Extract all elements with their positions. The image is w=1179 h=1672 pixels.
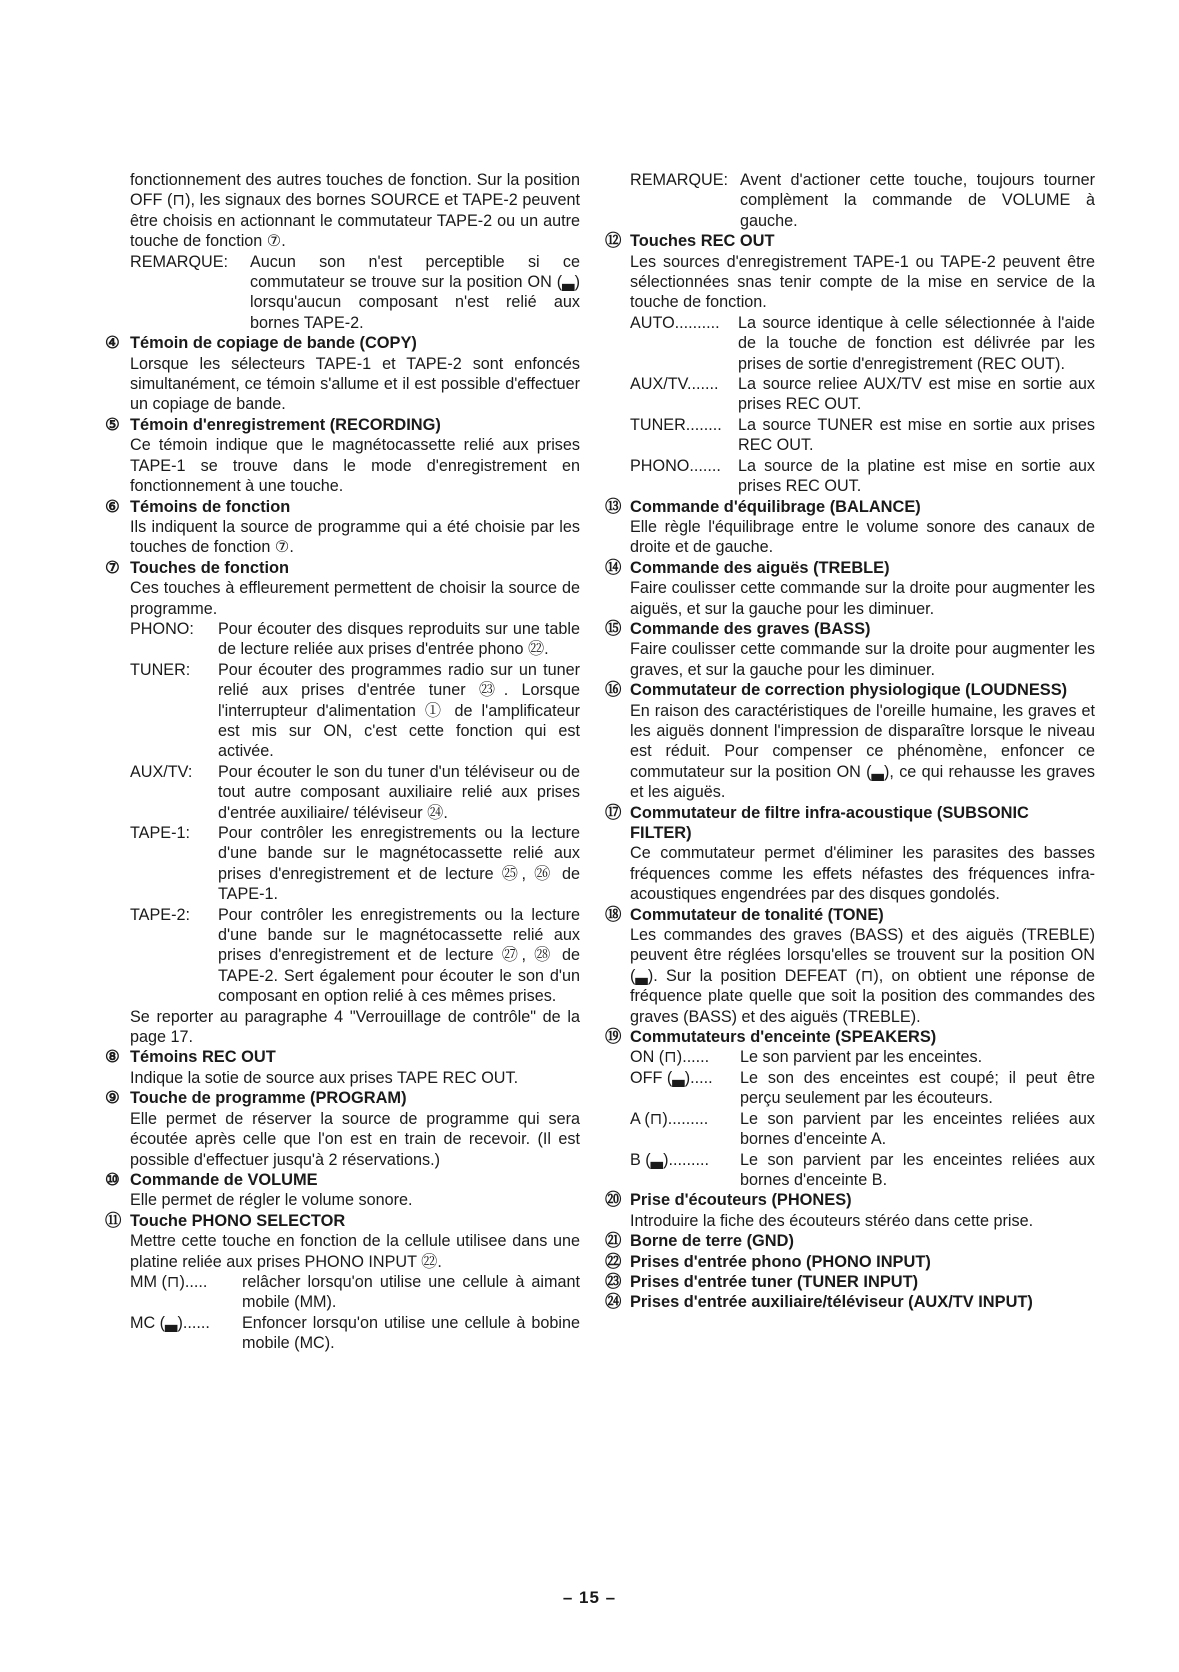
section-7-heading: ⑦ Touches de fonction	[105, 558, 290, 577]
left-column	[105, 170, 580, 1354]
function-item-auxtv: AUX/TV: Pour écouter le son du tuner d'un téléviseur ou de tout autre composant auxiliaire relié aux prises d'entrée auxiliaire/ téléviseur ㉔.	[130, 762, 580, 822]
section-9-body: Elle permet de réserver la source de programme qui sera écoutée après celle que l'on est en train de recevoir. (Il est possible d'effectuer jusqu'à 2 réservations.)	[130, 1109, 580, 1169]
section-17-body: Ce commutateur permet d'éliminer les parasites des basses fréquences comme les effets néfastes des fréquences infra-acoustiques engendrées par des disques gondolés.	[630, 844, 1095, 904]
section-7-body: Ces touches à effleurement permettent de choisir la source de programme.	[130, 579, 580, 618]
section-17-heading: ⑰ Commutateur de filtre infra-acoustique (SUBSONIC FILTER)	[605, 803, 1029, 842]
section-14-body: Faire coulisser cette commande sur la droite pour augmenter les aiguës, et sur la gauche pour les diminuer.	[630, 579, 1095, 618]
section-16-heading: ⑯ Commutateur de correction physiologique (LOUDNESS)	[605, 681, 1068, 700]
section-23-heading: ㉓ Prises d'entrée tuner (TUNER INPUT)	[605, 1272, 919, 1291]
section-6-heading: ⑥ Témoins de fonction	[105, 497, 291, 516]
remarque-text: Avent d'actioner cette touche, toujours tourner complèment la commande de VOLUME à gauche.	[740, 171, 1095, 230]
section-8-heading: ⑧ Témoins REC OUT	[105, 1048, 276, 1067]
function-item-tuner: TUNER: Pour écouter des programmes radio sur un tuner relié aux prises d'entrée tuner ㉓. Lorsque l'interrupteur d'alimentation ① de l'amplificateur est mis sur ON, c'est cette fonction qui est activée.	[130, 660, 580, 761]
section-24-heading: ㉔ Prises d'entrée auxiliaire/téléviseur (AUX/TV INPUT)	[605, 1293, 1033, 1312]
speakers-a: A (⊓)......... Le son parvient par les enceintes reliées aux bornes d'enceinte A.	[630, 1109, 1095, 1149]
rec-out-tuner: TUNER........ La source TUNER est mise en sortie aux prises REC OUT.	[630, 415, 1095, 455]
section-9-heading: ⑨ Touche de programme (PROGRAM)	[105, 1089, 407, 1108]
section-21-heading: ㉑ Borne de terre (GND)	[605, 1232, 794, 1251]
section-13-body: Elle règle l'équilibrage entre le volume sonore des canaux de droite et de gauche.	[630, 517, 1095, 557]
remarque-note	[130, 252, 580, 334]
section-22-heading: ㉒ Prises d'entrée phono (PHONO INPUT)	[605, 1252, 931, 1271]
rec-out-phono: PHONO....... La source de la platine est mise en sortie aux prises REC OUT.	[630, 456, 1095, 496]
speakers-b: B (▃)......... Le son parvient par les enceintes reliées aux bornes d'enceinte B.	[630, 1150, 1095, 1189]
section-12-heading: ⑫ Touches REC OUT	[605, 232, 775, 251]
rec-out-auto: AUTO.......... La source identique à celle sélectionnée à l'aide de la touche de fonction est délivrée par les prises de sortie d'enregistrement (REC OUT).	[630, 313, 1095, 373]
section-13-heading: ⑬ Commande d'équilibrage (BALANCE)	[605, 497, 921, 516]
section-20-heading: ⑳ Prise d'écouteurs (PHONES)	[605, 1191, 852, 1210]
intro-paragraph: fonctionnement des autres touches de fonction. Sur la position OFF (⊓), les signaux des bornes SOURCE et TAPE-2 peuvent être choisis en actionnant le commutateur TAPE-2 ou un autre touche de fonction ⑦.	[130, 171, 580, 251]
remarque-label: REMARQUE:	[130, 252, 229, 271]
section-10-heading: ⑩ Commande de VOLUME	[105, 1170, 318, 1189]
remarque-label: REMARQUE:	[630, 171, 729, 189]
section-7-note: Se reporter au paragraphe 4 "Verrouillage de contrôle" de la page 17.	[130, 1007, 580, 1047]
section-11-body: Mettre cette touche en fonction de la cellule utilisee dans une platine reliée aux prises PHONO INPUT ㉒.	[130, 1232, 580, 1271]
section-14-heading: ⑭ Commande des aiguës (TREBLE)	[605, 558, 890, 577]
speakers-off: OFF (▃)..... Le son des enceintes est coupé; il peut être perçu seulement par les écouteurs.	[630, 1068, 1095, 1108]
rec-out-auxtv: AUX/TV....... La source reliee AUX/TV est mise en sortie aux prises REC OUT.	[630, 375, 1095, 414]
function-item-tape2: TAPE-2: Pour contrôler les enregistrements ou la lecture d'une bande sur le magnétocassette relié aux prises d'enregistrement et de lecture ㉗, ㉘ de TAPE-2. Sert également pour écouter le son d'un composant en option relié à ces mêmes prises.	[130, 905, 580, 1006]
section-19-heading: ⑲ Commutateurs d'enceinte (SPEAKERS)	[605, 1028, 937, 1047]
section-6-body: Ils indiquent la source de programme qui a été choisie par les touches de fonction ⑦.	[130, 517, 580, 557]
section-8-body: Indique la sotie de source aux prises TAPE REC OUT.	[130, 1068, 519, 1087]
phono-selector-mc: MC (▃)...... Enfoncer lorsqu'on utilise une cellule à bobine mobile (MC).	[130, 1313, 580, 1353]
section-10-body: Elle permet de régler le volume sonore.	[130, 1191, 413, 1210]
section-15-heading: ⑮ Commande des graves (BASS)	[605, 619, 871, 638]
phono-selector-mm: MM (⊓)..... relâcher lorsqu'on utilise une cellule à aimant mobile (MM).	[130, 1272, 580, 1312]
section-5-heading: ⑤ Témoin d'enregistrement (RECORDING)	[105, 415, 441, 434]
right-column	[605, 170, 1095, 1313]
section-12-body: Les sources d'enregistrement TAPE-1 ou TAPE-2 peuvent être sélectionnées snas tenir compte de la mise en service de la touche de fonction.	[630, 252, 1095, 312]
page-number: – 15 –	[562, 1588, 617, 1607]
function-item-phono: PHONO: Pour écouter des disques reproduits sur une table de lecture reliée aux prises d'entrée phono ㉒.	[130, 619, 580, 659]
remarque-volume-note	[630, 170, 1095, 231]
section-18-heading: ⑱ Commutateur de tonalité (TONE)	[605, 905, 884, 924]
section-4-heading: ④ Témoin de copiage de bande (COPY)	[105, 334, 417, 353]
section-5-body: Ce témoin indique que le magnétocassette relié aux prises TAPE-1 se trouve dans le mode d'enregistrement en fonctionnement à une touche.	[130, 436, 580, 496]
section-11-heading: ⑪ Touche PHONO SELECTOR	[105, 1211, 346, 1230]
section-20-body: Introduire la fiche des écouteurs stéréo dans cette prise.	[630, 1211, 1034, 1230]
section-4-body: Lorsque les sélecteurs TAPE-1 et TAPE-2 sont enfoncés simultanément, ce témoin s'allume et il est possible d'effectuer un copiage de bande.	[130, 354, 580, 414]
section-15-body: Faire coulisser cette commande sur la droite pour augmenter les graves, et sur la gauche pour les diminuer.	[630, 640, 1095, 679]
section-18-body: Les commandes des graves (BASS) et des aiguës (TREBLE) peuvent être réglées lorsqu'elles se trouvent sur la position ON (▃). Sur la position DEFEAT (⊓), on obtient une réponse de fréquence plate quelle que soit la position des commandes des graves (BASS) et des aiguës (TREBLE).	[630, 926, 1095, 1026]
speakers-on: ON (⊓)...... Le son parvient par les enceintes.	[630, 1048, 983, 1067]
section-16-body: En raison des caractéristiques de l'oreille humaine, les graves et les aiguës donnent l'impression de disparaître lorsque le niveau est réduit. Pour compenser ce phénomène, enfoncer ce commutateur sur la position ON (▃), ce qui rehausse les graves et les aiguës.	[630, 701, 1095, 802]
function-item-tape1: TAPE-1: Pour contrôler les enregistrements ou la lecture d'une bande sur le magnétocassette relié aux prises d'enregistrement et de lecture ㉕, ㉖ de TAPE-1.	[130, 824, 580, 904]
remarque-text: Aucun son n'est perceptible si ce commutateur se trouve sur la position ON (▃) lorsqu'aucun composant n'est relié aux bornes TAPE-2.	[250, 252, 580, 332]
